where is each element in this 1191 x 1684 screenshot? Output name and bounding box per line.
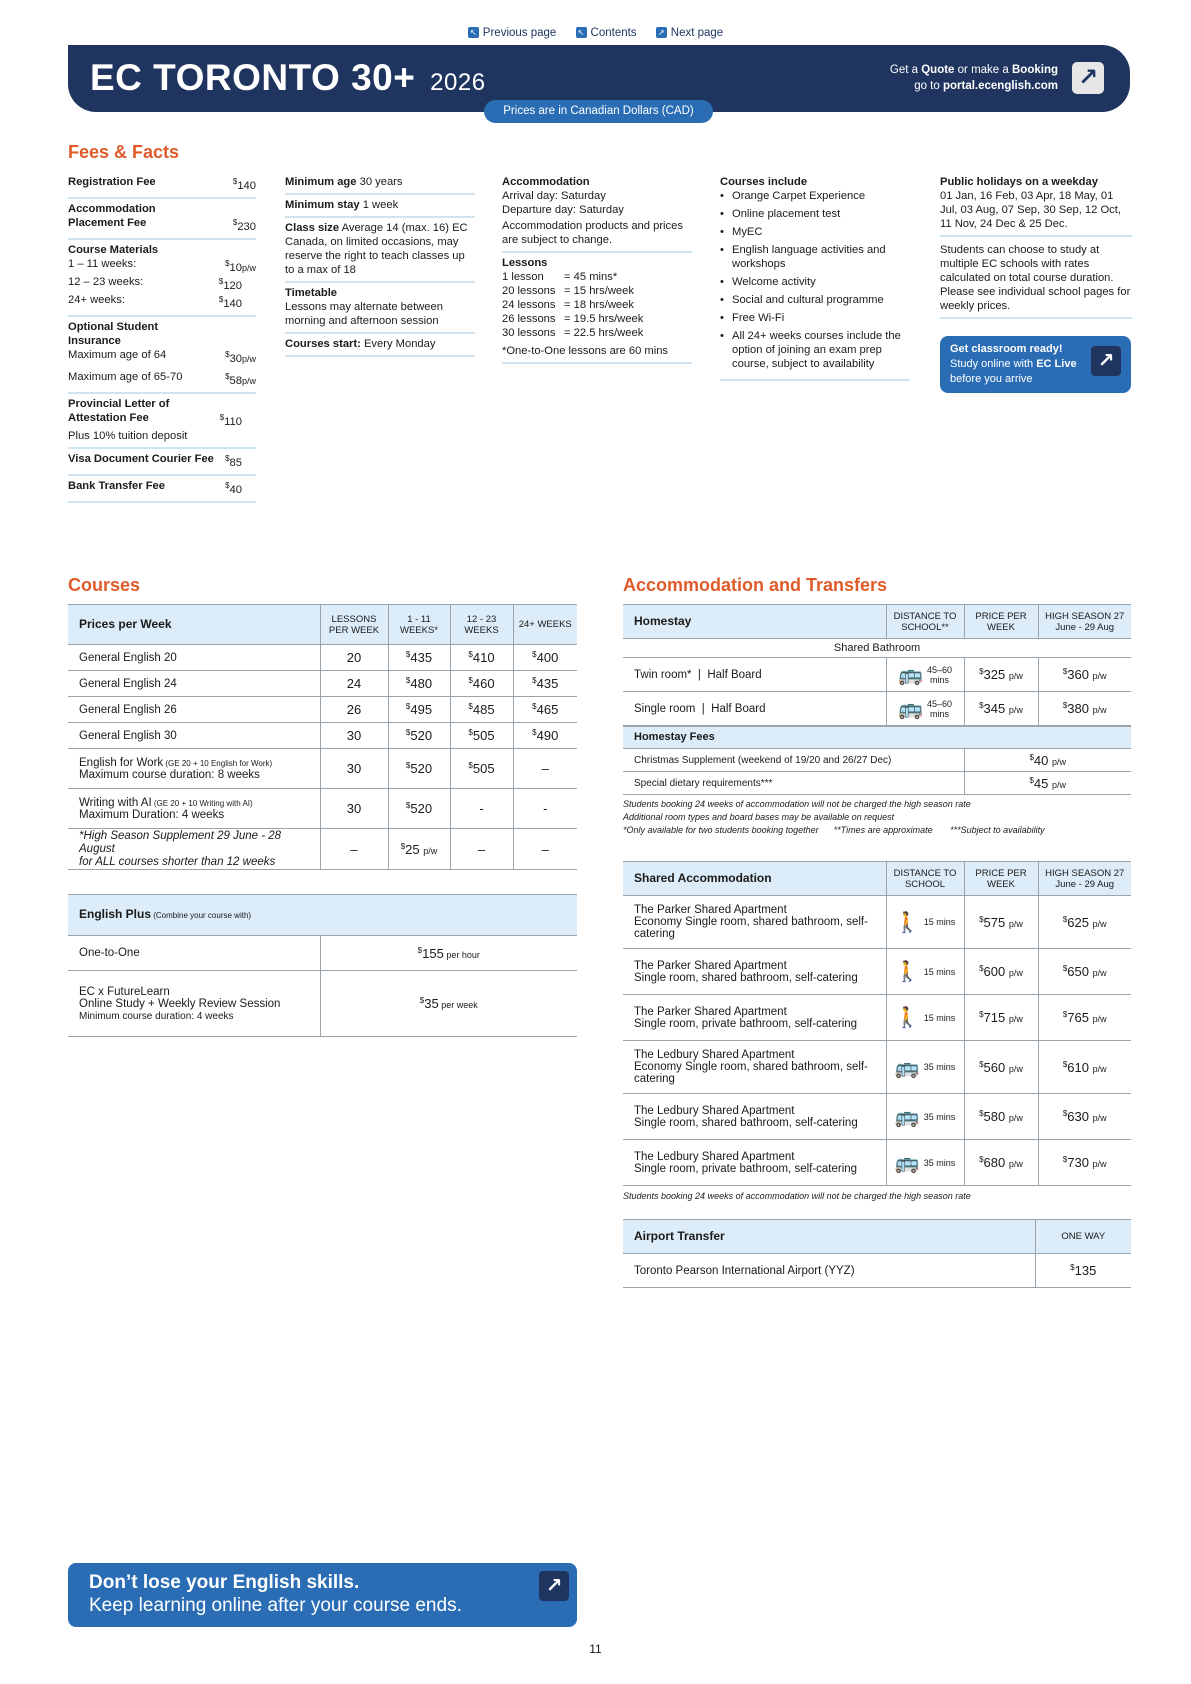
- bank-transfer-fee: Bank Transfer Fee $40: [68, 476, 256, 503]
- english-plus-header: English Plus (Combine your course with): [68, 895, 577, 936]
- shared-accommodation-header: Shared Accommodation DISTANCE TO SCHOOL PRICE PER WEEK HIGH SEASON 27 June - 29 Aug: [623, 862, 1131, 896]
- table-row: The Parker Shared Apartment Single room, shared bathroom, self-catering 🚶 15 mins $600 p/w $650 p/w: [623, 949, 1131, 995]
- previous-page-link[interactable]: ↖ Previous page: [468, 27, 557, 39]
- table-row: Toronto Pearson International Airport (YYZ) $135: [623, 1254, 1131, 1288]
- arrow-up-right-icon[interactable]: ↗: [1072, 62, 1104, 94]
- airport-transfer-header: Airport Transfer ONE WAY: [623, 1220, 1131, 1254]
- walking-icon: 🚶: [894, 1007, 920, 1029]
- airport-transfer-table: [623, 1219, 1131, 1288]
- table-row: Twin room* | Half Board 🚌 45–60 mins $325 p/w $360 p/w: [623, 658, 1131, 692]
- courses-include-column: [720, 172, 910, 381]
- bus-icon: 🚌: [894, 1152, 920, 1174]
- holidays-column: [940, 172, 1132, 319]
- lessons-info: Lessons 1 lesson = 45 mins* 20 lessons = 15 hrs/week 24 lessons = 18 hrs/week 26 lessons = 19.5 hrs/week 30 lessons = 22.5 hrs/week *One-to-One lessons are 60 mins: [502, 253, 692, 364]
- next-page-link[interactable]: ↗ Next page: [656, 27, 723, 39]
- table-row: The Ledbury Shared Apartment Economy Single room, shared bathroom, self-catering 🚌 35 mins $560 p/w $610 p/w: [623, 1041, 1131, 1094]
- provincial-letter-fee: Provincial Letter of Attestation Fee $110 Plus 10% tuition deposit: [68, 394, 256, 449]
- table-row: The Parker Shared Apartment Single room, private bathroom, self-catering 🚶 15 mins $715 p/w $765 p/w: [623, 995, 1131, 1041]
- class-size: Class size Average 14 (max. 16) EC Canada, on limited occasions, may reserve the right to teach classes up to a max of 18: [285, 218, 475, 283]
- timetable: Timetable Lessons may alternate between morning and afternoon session: [285, 283, 475, 334]
- fees-facts-title: Fees & Facts: [68, 142, 180, 162]
- course-materials: Course Materials 1 – 11 weeks: $10p/w 12 – 23 weeks: $120 24+ weeks: $140: [68, 240, 256, 317]
- student-insurance: Optional Student Insurance Maximum age of 64 $30p/w Maximum age of 65-70 $58p/w: [68, 317, 256, 394]
- courses-title: Courses: [68, 575, 141, 595]
- registration-fee: Registration Fee $140: [68, 172, 256, 199]
- homestay-notes: Students booking 24 weeks of accommodation will not be charged the high season rate Additional room types and board bases may be available on request *Only available for two students booking together **Times are approximate ***Subject to availability: [623, 799, 1045, 835]
- minimum-stay: Minimum stay 1 week: [285, 195, 475, 218]
- bus-icon: 🚌: [894, 1106, 920, 1128]
- shared-accommodation-note: Students booking 24 weeks of accommodation will not be charged the high season rate: [623, 1191, 971, 1201]
- accommodation-info-column: [502, 172, 692, 364]
- arrow-up-right-icon[interactable]: ↗: [539, 1571, 569, 1601]
- table-row: Special dietary requirements*** $45 p/w: [623, 772, 1131, 795]
- online-learning-banner[interactable]: Don’t lose your English skills. Keep learning online after your course ends. ↗: [68, 1563, 577, 1627]
- top-navigation: [0, 26, 1191, 39]
- facts-column: [285, 172, 475, 357]
- walking-icon: 🚶: [894, 961, 920, 983]
- accommodation-title: Accommodation and Transfers: [623, 575, 888, 595]
- public-holidays: Public holidays on a weekday 01 Jan, 16 Feb, 03 Apr, 18 May, 01 Jul, 03 Aug, 07 Sep, 30 Sep, 12 Oct, 11 Nov, 24 Dec & 25 Dec.: [940, 172, 1132, 237]
- table-row: The Ledbury Shared Apartment Single room, private bathroom, self-catering 🚌 35 mins $680 p/w $730 p/w: [623, 1140, 1131, 1186]
- arrow-up-right-icon: ↗: [656, 27, 667, 38]
- homestay-table: [623, 604, 1131, 837]
- arrow-up-right-icon[interactable]: ↗: [1091, 346, 1121, 376]
- multi-school-note: Students can choose to study at multiple EC schools with rates calculated on total course duration. Please see individual school pages for weekly prices.: [940, 237, 1132, 319]
- walking-icon: 🚶: [894, 911, 920, 934]
- bus-icon: 🚌: [898, 698, 923, 720]
- minimum-age: Minimum age 30 years: [285, 172, 475, 195]
- contents-link[interactable]: ↖ Contents: [576, 27, 637, 39]
- table-row: The Parker Shared Apartment Economy Single room, shared bathroom, self-catering 🚶 15 mins $575 p/w $625 p/w: [623, 896, 1131, 949]
- quote-link[interactable]: Get a Quote or make a Booking go to portal.ecenglish.com: [889, 64, 1058, 92]
- table-row: EC x FutureLearn Online Study + Weekly Review Session Minimum course duration: 4 weeks $35 per week: [68, 971, 577, 1037]
- high-season-supplement-row: *High Season Supplement 29 June - 28 August for ALL courses shorter than 12 weeks – $25 p/w – –: [68, 829, 577, 870]
- table-row: General English 26 26 $495 $485 $465: [68, 697, 577, 723]
- page-number: 11: [589, 1642, 602, 1656]
- year: 2026: [430, 69, 486, 96]
- table-row: One-to-One $155 per hour: [68, 936, 577, 971]
- accommodation-info: Accommodation Arrival day: Saturday Departure day: Saturday Accommodation products and prices are subject to change.: [502, 172, 692, 253]
- arrow-up-left-icon: ↖: [576, 27, 587, 38]
- table-row: Single room | Half Board 🚌 45–60 mins $345 p/w $380 p/w: [623, 692, 1131, 726]
- bus-icon: 🚌: [894, 1056, 920, 1079]
- table-row: Christmas Supplement (weekend of 19/20 and 26/27 Dec) $40 p/w: [623, 749, 1131, 772]
- bus-icon: 🚌: [898, 664, 923, 686]
- table-row: General English 30 30 $520 $505 $490: [68, 723, 577, 749]
- arrow-up-left-icon: ↖: [468, 27, 479, 38]
- shared-accommodation-table: [623, 861, 1131, 1203]
- table-row: English for Work (GE 20 + 10 English for Work) Maximum course duration: 8 weeks 30 $520 $505 –: [68, 749, 577, 789]
- english-plus-table: [68, 894, 577, 1037]
- shared-bathroom-row: Shared Bathroom: [623, 639, 1131, 658]
- courses-start: Courses start: Every Monday: [285, 334, 475, 357]
- accommodation-placement-fee: Accommodation Placement Fee $230: [68, 199, 256, 240]
- homestay-header: Homestay DISTANCE TO SCHOOL** PRICE PER WEEK HIGH SEASON 27 June - 29 Aug: [623, 605, 1131, 639]
- table-row: General English 24 24 $480 $460 $435: [68, 671, 577, 697]
- courses-include: Courses include • Orange Carpet Experience • Online placement test • MyEC • English language activities and workshops • Welcome activity • Social and cultural programme • Free Wi-Fi • All 24+ weeks courses include the option of joining an exam prep course, subject to availability: [720, 172, 910, 381]
- page-title: EC TORONTO 30+ 2026: [90, 57, 486, 98]
- visa-courier-fee: Visa Document Courier Fee $85: [68, 449, 256, 476]
- table-row: Writing with AI (GE 20 + 10 Writing with AI) Maximum Duration: 4 weeks 30 $520 - -: [68, 789, 577, 829]
- table-row: General English 20 20 $435 $410 $400: [68, 645, 577, 671]
- homestay-fees-header: Homestay Fees: [623, 727, 1131, 749]
- courses-table-header: Prices per Week LESSONS PER WEEK 1 - 11 WEEKS* 12 - 23 WEEKS 24+ WEEKS: [68, 605, 577, 645]
- classroom-ready-banner[interactable]: Get classroom ready! Study online with EC Live before you arrive ↗: [940, 336, 1131, 393]
- fees-column: [68, 172, 256, 503]
- courses-table: [68, 604, 577, 870]
- currency-badge: Prices are in Canadian Dollars (CAD): [484, 100, 713, 123]
- table-row: The Ledbury Shared Apartment Single room, shared bathroom, self-catering 🚌 35 mins $580 p/w $630 p/w: [623, 1094, 1131, 1140]
